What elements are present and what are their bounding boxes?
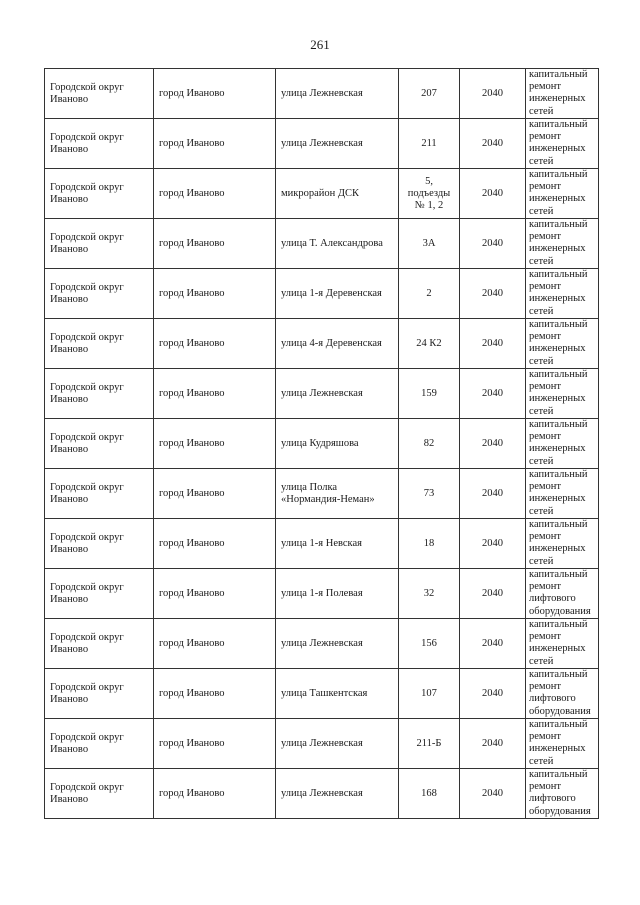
city-cell bbox=[154, 419, 276, 469]
table-row bbox=[45, 419, 599, 469]
work-type-cell bbox=[526, 419, 599, 469]
city-text: город Иваново bbox=[159, 187, 225, 199]
street-text: улица Лежневская bbox=[281, 137, 363, 149]
district-cell bbox=[45, 469, 154, 519]
house-number-text: 156 bbox=[421, 637, 437, 649]
district-text: Городской округ Иваново bbox=[50, 181, 124, 205]
street-cell bbox=[276, 69, 399, 119]
district-text: Городской округ Иваново bbox=[50, 381, 124, 405]
house-number-cell bbox=[399, 319, 460, 369]
district-cell bbox=[45, 69, 154, 119]
house-number-cell bbox=[399, 269, 460, 319]
district-text: Городской округ Иваново bbox=[50, 81, 124, 105]
table-row bbox=[45, 119, 599, 169]
work-type-cell bbox=[526, 569, 599, 619]
work-type-cell bbox=[526, 619, 599, 669]
street-cell bbox=[276, 169, 399, 219]
work-type-cell bbox=[526, 69, 599, 119]
house-number-cell bbox=[399, 219, 460, 269]
house-number-cell bbox=[399, 69, 460, 119]
work-type-cell bbox=[526, 269, 599, 319]
work-type-text: капитальный ремонт лифтового оборудования bbox=[529, 769, 591, 817]
house-number-text: 207 bbox=[421, 87, 437, 99]
table-row bbox=[45, 519, 599, 569]
work-type-cell bbox=[526, 469, 599, 519]
city-cell bbox=[154, 369, 276, 419]
repair-year-cell bbox=[460, 469, 526, 519]
table-row bbox=[45, 219, 599, 269]
work-type-text: капитальный ремонт лифтового оборудования bbox=[529, 669, 591, 717]
city-cell bbox=[154, 719, 276, 769]
repair-year-cell bbox=[460, 619, 526, 669]
house-number-text: 159 bbox=[421, 387, 437, 399]
district-text: Городской округ Иваново bbox=[50, 431, 124, 455]
city-text: город Иваново bbox=[159, 737, 225, 749]
city-text: город Иваново bbox=[159, 637, 225, 649]
house-number-text: 211 bbox=[421, 137, 437, 149]
work-type-text: капитальный ремонт инженерных сетей bbox=[529, 169, 588, 217]
street-cell bbox=[276, 519, 399, 569]
house-number-text: 32 bbox=[423, 587, 435, 599]
repair-year-text: 2040 bbox=[482, 337, 503, 349]
city-cell bbox=[154, 669, 276, 719]
repair-year-text: 2040 bbox=[482, 687, 503, 699]
street-text: микрорайон ДСК bbox=[281, 187, 360, 199]
city-text: город Иваново bbox=[159, 537, 225, 549]
table-row bbox=[45, 469, 599, 519]
street-text: улица 1-я Невская bbox=[281, 537, 362, 549]
street-cell bbox=[276, 269, 399, 319]
city-cell bbox=[154, 219, 276, 269]
house-number-text: 107 bbox=[421, 687, 437, 699]
house-number-text: 211-Б bbox=[416, 737, 442, 749]
street-text: улица Ташкентская bbox=[281, 687, 368, 699]
repair-year-text: 2040 bbox=[482, 487, 503, 499]
work-type-cell bbox=[526, 519, 599, 569]
house-number-cell bbox=[399, 569, 460, 619]
repair-year-cell bbox=[460, 169, 526, 219]
street-cell bbox=[276, 119, 399, 169]
repair-year-cell bbox=[460, 769, 526, 819]
house-number-text: 3А bbox=[422, 237, 436, 249]
house-number-text: 168 bbox=[421, 787, 437, 799]
repair-year-text: 2040 bbox=[482, 587, 503, 599]
district-cell bbox=[45, 319, 154, 369]
work-type-text: капитальный ремонт инженерных сетей bbox=[529, 519, 588, 567]
street-cell bbox=[276, 569, 399, 619]
district-cell bbox=[45, 669, 154, 719]
house-number-cell bbox=[399, 119, 460, 169]
work-type-cell bbox=[526, 119, 599, 169]
city-text: город Иваново bbox=[159, 237, 225, 249]
street-cell bbox=[276, 769, 399, 819]
work-type-text: капитальный ремонт инженерных сетей bbox=[529, 419, 588, 467]
street-text: улица Лежневская bbox=[281, 737, 363, 749]
repair-year-text: 2040 bbox=[482, 737, 503, 749]
street-text: улица Лежневская bbox=[281, 787, 363, 799]
district-text: Городской округ Иваново bbox=[50, 131, 124, 155]
table-row bbox=[45, 369, 599, 419]
table-row bbox=[45, 169, 599, 219]
city-text: город Иваново bbox=[159, 337, 225, 349]
table-row bbox=[45, 319, 599, 369]
city-cell bbox=[154, 169, 276, 219]
city-text: город Иваново bbox=[159, 587, 225, 599]
district-text: Городской округ Иваново bbox=[50, 281, 124, 305]
city-text: город Иваново bbox=[159, 437, 225, 449]
street-text: улица Полка «Нормандия-Неман» bbox=[281, 481, 375, 505]
city-cell bbox=[154, 119, 276, 169]
street-cell bbox=[276, 669, 399, 719]
district-cell bbox=[45, 519, 154, 569]
table-row bbox=[45, 669, 599, 719]
work-type-text: капитальный ремонт инженерных сетей bbox=[529, 369, 588, 417]
work-type-text: капитальный ремонт лифтового оборудования bbox=[529, 569, 591, 617]
street-text: улица Т. Александрова bbox=[281, 237, 383, 249]
street-cell bbox=[276, 719, 399, 769]
repair-year-cell bbox=[460, 219, 526, 269]
house-number-cell bbox=[399, 519, 460, 569]
house-number-cell bbox=[399, 769, 460, 819]
house-number-cell bbox=[399, 719, 460, 769]
work-type-cell bbox=[526, 769, 599, 819]
street-cell bbox=[276, 469, 399, 519]
table-row bbox=[45, 269, 599, 319]
table-row bbox=[45, 69, 599, 119]
street-cell bbox=[276, 619, 399, 669]
repair-year-cell bbox=[460, 719, 526, 769]
repair-year-text: 2040 bbox=[482, 637, 503, 649]
city-cell bbox=[154, 269, 276, 319]
table-row bbox=[45, 719, 599, 769]
house-number-cell bbox=[399, 469, 460, 519]
district-cell bbox=[45, 219, 154, 269]
city-cell bbox=[154, 469, 276, 519]
city-cell bbox=[154, 569, 276, 619]
street-text: улица Лежневская bbox=[281, 637, 363, 649]
repair-year-text: 2040 bbox=[482, 187, 503, 199]
work-type-text: капитальный ремонт инженерных сетей bbox=[529, 619, 588, 667]
district-cell bbox=[45, 419, 154, 469]
repair-year-cell bbox=[460, 569, 526, 619]
repair-year-cell bbox=[460, 519, 526, 569]
district-text: Городской округ Иваново bbox=[50, 481, 124, 505]
district-cell bbox=[45, 369, 154, 419]
city-text: город Иваново bbox=[159, 87, 225, 99]
house-number-cell bbox=[399, 669, 460, 719]
work-type-text: капитальный ремонт инженерных сетей bbox=[529, 469, 588, 517]
work-type-text: капитальный ремонт инженерных сетей bbox=[529, 219, 588, 267]
work-type-text: капитальный ремонт инженерных сетей bbox=[529, 269, 588, 317]
city-text: город Иваново bbox=[159, 387, 225, 399]
work-type-cell bbox=[526, 369, 599, 419]
repair-year-cell bbox=[460, 269, 526, 319]
city-text: город Иваново bbox=[159, 487, 225, 499]
district-cell bbox=[45, 169, 154, 219]
district-cell bbox=[45, 769, 154, 819]
house-number-cell bbox=[399, 619, 460, 669]
street-cell bbox=[276, 369, 399, 419]
street-text: улица Лежневская bbox=[281, 87, 363, 99]
repair-year-text: 2040 bbox=[482, 87, 503, 99]
city-cell bbox=[154, 619, 276, 669]
work-type-text: капитальный ремонт инженерных сетей bbox=[529, 719, 588, 767]
district-text: Городской округ Иваново bbox=[50, 531, 124, 555]
house-number-text: 73 bbox=[423, 487, 435, 499]
street-text: улица 1-я Деревенская bbox=[281, 287, 382, 299]
city-cell bbox=[154, 69, 276, 119]
street-cell bbox=[276, 219, 399, 269]
street-cell bbox=[276, 319, 399, 369]
repair-year-text: 2040 bbox=[482, 537, 503, 549]
district-text: Городской округ Иваново bbox=[50, 331, 124, 355]
table-body bbox=[45, 69, 599, 819]
house-number-cell bbox=[399, 369, 460, 419]
table-row bbox=[45, 619, 599, 669]
street-text: улица Кудряшова bbox=[281, 437, 359, 449]
district-cell bbox=[45, 269, 154, 319]
district-text: Городской округ Иваново bbox=[50, 231, 124, 255]
repair-year-cell bbox=[460, 369, 526, 419]
district-cell bbox=[45, 569, 154, 619]
house-number-text: 24 К2 bbox=[416, 337, 442, 349]
work-type-text: капитальный ремонт инженерных сетей bbox=[529, 119, 588, 167]
work-type-cell bbox=[526, 319, 599, 369]
district-text: Городской округ Иваново bbox=[50, 731, 124, 755]
table-row bbox=[45, 569, 599, 619]
city-text: город Иваново bbox=[159, 787, 225, 799]
house-number-cell bbox=[399, 419, 460, 469]
district-text: Городской округ Иваново bbox=[50, 681, 124, 705]
repair-year-text: 2040 bbox=[482, 437, 503, 449]
district-text: Городской округ Иваново bbox=[50, 781, 124, 805]
house-number-text: 82 bbox=[423, 437, 435, 449]
repair-year-text: 2040 bbox=[482, 287, 503, 299]
work-type-cell bbox=[526, 169, 599, 219]
repair-year-text: 2040 bbox=[482, 237, 503, 249]
district-text: Городской округ Иваново bbox=[50, 631, 124, 655]
house-number-cell bbox=[399, 169, 460, 219]
work-type-text: капитальный ремонт инженерных сетей bbox=[529, 319, 588, 367]
work-type-cell bbox=[526, 719, 599, 769]
table-row bbox=[45, 769, 599, 819]
city-text: город Иваново bbox=[159, 137, 225, 149]
repair-year-cell bbox=[460, 69, 526, 119]
city-text: город Иваново bbox=[159, 687, 225, 699]
street-text: улица 1-я Полевая bbox=[281, 587, 363, 599]
page-number: 261 bbox=[310, 37, 330, 52]
city-cell bbox=[154, 769, 276, 819]
district-text: Городской округ Иваново bbox=[50, 581, 124, 605]
street-text: улица 4-я Деревенская bbox=[281, 337, 382, 349]
house-number-text: 18 bbox=[423, 537, 435, 549]
house-number-text: 2 bbox=[426, 287, 432, 299]
street-cell bbox=[276, 419, 399, 469]
repair-year-cell bbox=[460, 419, 526, 469]
city-cell bbox=[154, 519, 276, 569]
work-type-cell bbox=[526, 219, 599, 269]
work-type-text: капитальный ремонт инженерных сетей bbox=[529, 69, 588, 117]
repair-year-text: 2040 bbox=[482, 137, 503, 149]
district-cell bbox=[45, 119, 154, 169]
city-cell bbox=[154, 319, 276, 369]
repair-year-cell bbox=[460, 319, 526, 369]
district-cell bbox=[45, 719, 154, 769]
repair-year-cell bbox=[460, 669, 526, 719]
housing-repair-table bbox=[44, 68, 599, 819]
repair-year-text: 2040 bbox=[482, 387, 503, 399]
district-cell bbox=[45, 619, 154, 669]
house-number-text: 5, подъезды № 1, 2 bbox=[407, 175, 451, 211]
work-type-cell bbox=[526, 669, 599, 719]
street-text: улица Лежневская bbox=[281, 387, 363, 399]
city-text: город Иваново bbox=[159, 287, 225, 299]
repair-year-text: 2040 bbox=[482, 787, 503, 799]
repair-year-cell bbox=[460, 119, 526, 169]
